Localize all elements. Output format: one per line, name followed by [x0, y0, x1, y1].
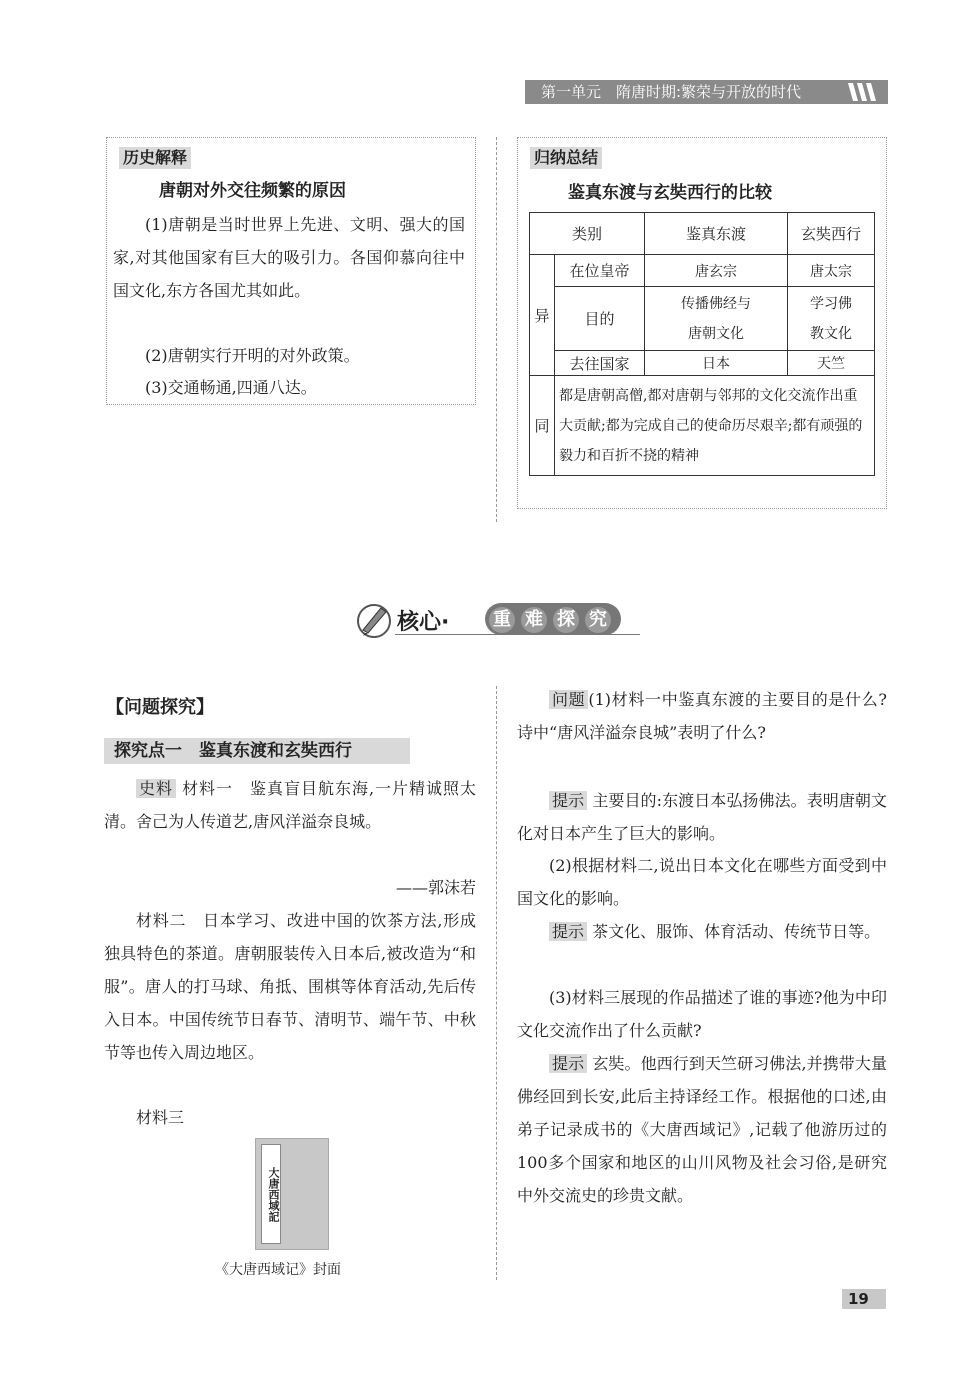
material-text: 鉴真盲目航东海,一片精诚照太清。舍己为人传道艺,唐风洋溢奈良城。: [104, 779, 476, 831]
stripes-decoration: [846, 83, 882, 101]
question-tag: 问题: [549, 690, 588, 709]
header-category: 类别: [530, 213, 645, 255]
cell-line: 传播佛经与: [681, 295, 751, 312]
hint-2: [517, 915, 887, 948]
pencil-badge-icon: [355, 600, 395, 640]
same-text: 都是唐朝高僧,都对唐朝与邻邦的文化交流作出重大贡献;都为完成自己的使命历尽艰辛;都有顽强的毅力和百折不挠的精神: [555, 376, 875, 476]
material-three-label: 材料三: [136, 1108, 185, 1127]
question-1: [517, 683, 887, 749]
banner-underline: [395, 634, 640, 635]
cell: 唐玄宗: [645, 255, 788, 287]
hint-3: [517, 1047, 887, 1212]
cell: [788, 287, 875, 351]
unit-header: [525, 80, 888, 104]
column-divider-top: [496, 137, 497, 522]
material-label: 材料二: [136, 911, 187, 930]
cell-line: 教文化: [810, 325, 852, 342]
section-banner: [355, 598, 640, 640]
image-caption: 《大唐西域记》封面: [215, 1262, 341, 1278]
material-two: [104, 904, 476, 1069]
cell: 日本: [645, 351, 788, 376]
paragraph: (3)交通畅通,四通八达。: [145, 378, 317, 397]
hint-text: 茶文化、服饰、体育活动、传统节日等。: [592, 922, 881, 941]
row-label: 在位皇帝: [555, 255, 645, 287]
header-xuanzang: 玄奘西行: [788, 213, 875, 255]
hint-tag: 提示: [549, 922, 587, 941]
paragraph: (1)唐朝是当时世界上先进、文明、强大的国家,对其他国家有巨大的吸引力。各国仰慕向往中国文化,东方各国尤其如此。: [113, 215, 465, 300]
banner-char: 究: [585, 607, 611, 633]
section-heading: 【问题探究】: [106, 697, 214, 718]
box-label: 归纳总结: [530, 147, 602, 169]
page-number: 19: [842, 1289, 886, 1309]
banner-char: 重: [489, 607, 515, 633]
book-cover-image: [255, 1138, 329, 1250]
cell-line: 学习佛: [810, 295, 852, 312]
box-title: 唐朝对外交往频繁的原因: [159, 181, 346, 201]
header-jianzhen: 鉴真东渡: [645, 213, 788, 255]
unit-title: 第一单元 隋唐时期:繁荣与开放的时代: [541, 83, 802, 101]
question-3: (3)材料三展现的作品描述了谁的事迹?他为中印文化交流作出了什么贡献?: [517, 988, 887, 1040]
diff-label: 异: [530, 255, 555, 376]
hint-text: 主要目的:东渡日本弘扬佛法。表明唐朝文化对日本产生了巨大的影响。: [517, 791, 887, 843]
hint-tag: 提示: [549, 791, 587, 810]
row-label: 目的: [555, 287, 645, 351]
source-tag: 史料: [136, 779, 176, 798]
subhead: 探究点一 鉴真东渡和玄奘西行: [104, 738, 410, 764]
column-divider-bottom: [496, 686, 497, 1280]
material-one: [104, 772, 476, 838]
same-label: 同: [530, 376, 555, 476]
paragraph: (2)唐朝实行开明的对外政策。: [145, 346, 360, 365]
cell-line: 唐朝文化: [688, 325, 744, 342]
hint-tag: 提示: [549, 1054, 587, 1073]
box-label: 历史解释: [119, 147, 191, 169]
row-label: 去往国家: [555, 351, 645, 376]
banner-title: 核心·: [397, 610, 450, 635]
book-title: 大唐西域記: [261, 1144, 281, 1244]
box-title: 鉴真东渡与玄奘西行的比较: [568, 183, 772, 203]
question-2: (2)根据材料二,说出日本文化在哪些方面受到中国文化的影响。: [517, 856, 887, 908]
cell: 天竺: [788, 351, 875, 376]
material-label: 材料一: [182, 779, 234, 798]
cell: [645, 287, 788, 351]
hint-text: 玄奘。他西行到天竺研习佛法,并携带大量佛经回到长安,此后主持译经工作。根据他的口述,由弟子记录成书的《大唐西域记》,记载了他游历过的100多个国家和地区的山川风物及社会习俗,是研究中外交流史的珍贵文献。: [517, 1054, 887, 1205]
banner-char: 难: [521, 607, 547, 633]
material-text: 日本学习、改进中国的饮茶方法,形成独具特色的茶道。唐朝服装传入日本后,被改造为“和服”。唐人的打马球、角抵、围棋等体育活动,先后传入日本。中国传统节日春节、清明节、端午节、中秋节等也传入周边地区。: [104, 911, 476, 1062]
history-explanation-box: [106, 137, 476, 405]
comparison-table: [529, 212, 875, 476]
question-text: (1)材料一中鉴真东渡的主要目的是什么?诗中“唐风洋溢奈良城”表明了什么?: [517, 690, 887, 742]
banner-char: 探: [553, 607, 579, 633]
hint-1: [517, 784, 887, 850]
cell: 唐太宗: [788, 255, 875, 287]
material-author: ——郭沫若: [395, 878, 476, 897]
